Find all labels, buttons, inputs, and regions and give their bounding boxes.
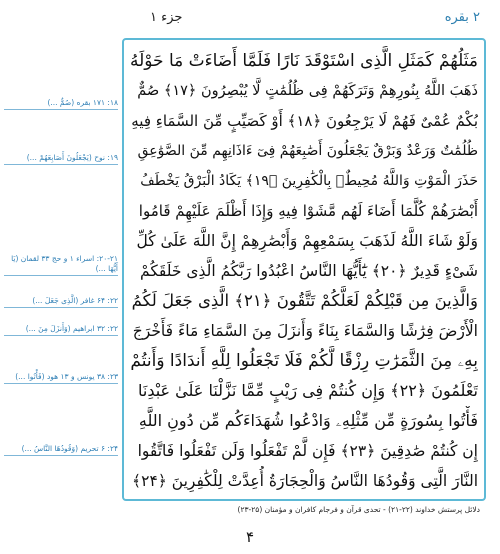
verse-line: تَعْلَمُونَ ﴿۲۲﴾ وَإِن كُنتُمْ فِى رَيْبٍ مِّمَّا نَزَّلْنَا عَلَىٰ عَبْدِنَا [137,381,478,400]
verse-line: النَّارَ الَّتِى وَقُودُهَا النَّاسُ وَالْحِجَارَةُ أُعِدَّتْ لِلْكَٰفِرِينَ ﴿۲۴﴾ [132,472,478,490]
margin-note: ۲۲: ۶۴ غافر (الَّذِى جَعَلَ ...) [4,296,118,308]
verse-line: إِن كُنتُمْ صَٰدِقِينَ ﴿۲۳﴾ فَإِن لَّمْ تَفْعَلُوا وَلَن تَفْعَلُوا فَاتَّقُوا [137,442,478,460]
verse-line: بِهِۦ مِنَ الثَّمَرَٰتِ رِزْقًا لَّكُمْ فَلَا تَجْعَلُوا لِلَّهِ أَندَادًا وَأَنتُمْ [130,351,478,371]
margin-note: ۲۰-۲۱: اسراء ۱ و حج ۳۳ لقمان (يَا أَيُّهَا ...) [4,254,118,276]
margin-note: ۱۹: نوح (يَجْعَلُونَ أَصَابِعَهُمْ ...) [4,153,118,165]
verse-line: ذَهَبَ اللَّهُ بِنُورِهِمْ وَتَرَكَهُمْ فِى ظُلُمَٰتٍ لَّا يُبْصِرُونَ ﴿۱۷﴾ صُمٌّ [137,83,478,99]
verse-line: مَثَلُهُمْ كَمَثَلِ الَّذِى اسْتَوْقَدَ نَارًا فَلَمَّا أَضَاءَتْ مَا حَوْلَهُ [130,51,478,71]
verse-line: فَأْتُوا بِسُورَةٍ مِّن مِّثْلِهِۦ وَادْعُوا شُهَدَاءَكُم مِّن دُونِ اللَّهِ [138,411,478,430]
section-footer: دلائل پرستش خداوند (۲۲-۲۱) - تحدی قرآن و فرجام کافران و مؤمنان (۲۵-۲۳) [237,505,480,514]
verse-line: بُكْمٌ عُمْىٌ فَهُمْ لَا يَرْجِعُونَ ﴿۱۸﴾ أَوْ كَصَيِّبٍ مِّنَ السَّمَاءِ فِيهِ [131,112,478,130]
verse-line: حَذَرَ الْمَوْتِ وَاللَّهُ مُحِيطٌۢ بِالْكَٰفِرِينَ ﴿۱۹﴾ يَكَادُ الْبَرْقُ يَخْطَفُ [140,173,478,189]
page-number: ۴ [245,528,255,546]
margin-notes [4,0,120,554]
margin-note: ۲۴: ۶ تحريم (وَقُودُهَا النَّاسُ ...) [4,444,118,456]
margin-note: ۱۸: ۱۷۱ بقره (صُمٌّ ...) [4,98,118,110]
verse-line: ظُلُمَٰتٌ وَرَعْدٌ وَبَرْقٌ يَجْعَلُونَ أَصَٰبِعَهُمْ فِىٓ ءَاذَانِهِم مِّنَ الصَّوَٰعِقِ [137,143,478,159]
margin-note: ۲۲: ۳۲ ابراهيم (وَأَنزَلَ مِنَ ...) [4,324,118,336]
page-header [130,8,482,38]
verse-frame [122,38,486,501]
verse-line: شَىْءٍ قَدِيرٌ ﴿۲۰﴾ يَٰٓأَيُّهَا النَّاسُ اعْبُدُوا رَبَّكُمُ الَّذِى خَلَقَكُمْ [140,262,478,280]
verse-block [130,46,478,495]
margin-note: ۲۳: ۳۸ يونس و ۱۳ هود (فَأْتُوا ...) [4,372,118,384]
surah-name: ۲ بقره [444,10,480,25]
juz-label: جزء ۱ [150,10,183,25]
verse-line: وَلَوْ شَاءَ اللَّهُ لَذَهَبَ بِسَمْعِهِمْ وَأَبْصَٰرِهِمْ إِنَّ اللَّهَ عَلَىٰ كُلِّ [136,232,478,250]
verse-line: الْأَرْضَ فِرَٰشًا وَالسَّمَاءَ بِنَاءً وَأَنزَلَ مِنَ السَّمَاءِ مَاءً فَأَخْرَجَ [132,322,478,340]
verse-line: وَالَّذِينَ مِن قَبْلِكُمْ لَعَلَّكُمْ تَتَّقُونَ ﴿۲۱﴾ الَّذِى جَعَلَ لَكُمُ [131,291,478,310]
verse-line: أَبْصَٰرَهُمْ كُلَّمَا أَضَاءَ لَهُم مَّشَوْا فِيهِ وَإِذَا أَظْلَمَ عَلَيْهِمْ قَامُوا [138,202,478,220]
